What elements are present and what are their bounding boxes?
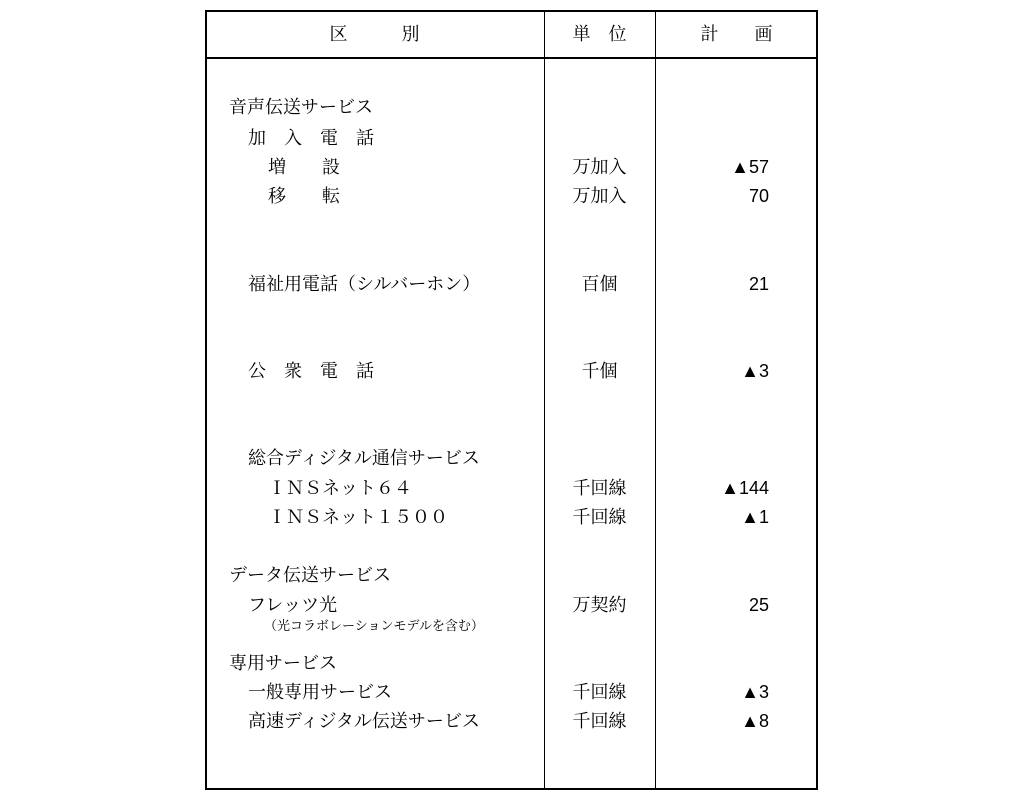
row-label-general-leased: 一般専用サービス: [248, 682, 392, 703]
row-value-increase: ▲57: [731, 157, 769, 177]
row-label-relocation: 移 転: [268, 186, 340, 207]
row-value-welfare-phone: 21: [748, 274, 769, 294]
row-unit-ins64: 千回線: [572, 478, 627, 499]
header-divider: [205, 57, 818, 59]
row-value-flets-hikari: 25: [748, 595, 769, 615]
row-unit-high-speed-digital: 千回線: [572, 711, 627, 732]
row-label-ins1500: ＩＮＳネット１５００: [268, 507, 448, 528]
row-label-high-speed-digital: 高速ディジタル伝送サービス: [248, 711, 480, 732]
row-label-flets-hikari: フレッツ光: [248, 595, 338, 616]
column-divider-plan: [655, 10, 656, 790]
row-unit-ins1500: 千回線: [572, 507, 627, 528]
row-value-high-speed-digital: ▲8: [741, 711, 769, 731]
row-label-welfare-phone: 福祉用電話（シルバーホン）: [248, 274, 481, 295]
row-value-relocation: 70: [748, 186, 769, 206]
column-divider-unit: [544, 10, 545, 790]
row-value-ins1500: ▲1: [741, 507, 769, 527]
row-label-increase: 増 設: [268, 157, 340, 178]
row-label-ins64: ＩＮＳネット６４: [268, 478, 412, 499]
header-plan: 計 画: [700, 24, 773, 45]
row-label-voice-services: 音声伝送サービス: [229, 97, 373, 118]
row-unit-relocation: 万加入: [572, 186, 627, 207]
header-unit: 単 位: [572, 24, 627, 45]
row-unit-general-leased: 千回線: [572, 682, 627, 703]
row-unit-public-phone: 千個: [581, 361, 618, 382]
row-note-collaboration: （光コラボレーションモデルを含む）: [264, 619, 484, 634]
row-label-data-services: データ伝送サービス: [229, 565, 391, 586]
row-label-subscriber-phone: 加 入 電 話: [248, 128, 374, 149]
row-unit-flets-hikari: 万契約: [572, 595, 627, 616]
row-unit-welfare-phone: 百個: [581, 274, 618, 295]
row-value-general-leased: ▲3: [741, 682, 769, 702]
row-value-ins64: ▲144: [721, 478, 769, 498]
row-label-leased-services: 専用サービス: [229, 653, 337, 674]
row-label-public-phone: 公 衆 電 話: [248, 361, 374, 382]
row-value-public-phone: ▲3: [741, 361, 769, 381]
header-category: 区 別: [329, 24, 420, 45]
row-label-isdn: 総合ディジタル通信サービス: [248, 448, 480, 469]
row-unit-increase: 万加入: [572, 157, 627, 178]
